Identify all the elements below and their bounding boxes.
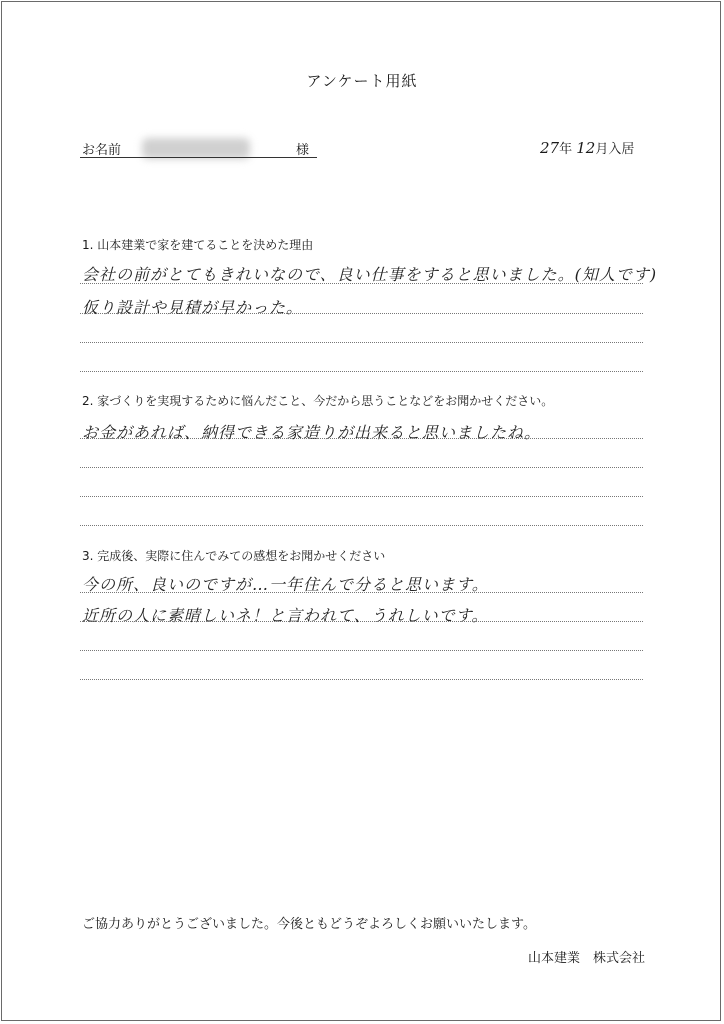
answer-rule [80,283,643,284]
move-in-year-unit: 年 [559,142,573,157]
move-in-year: 27 [540,139,560,157]
move-in-month: 12 [576,139,596,157]
question-2-label: 2. 家づくりを実現するために悩んだこと、今だから思うことなどをお聞かせください。 [82,394,554,408]
move-in-suffix: 月入居 [595,142,635,157]
answer-rule [80,313,643,314]
answer-3-line-1: 今の所、良いのですが…一年住んで分ると思います。 [82,575,489,594]
answer-1-line-1: 会社の前がとてもきれいなので、良い仕事をすると思いました。(知人です) [82,265,658,284]
honorific-label: 様 [296,143,310,158]
answer-rule [80,525,643,526]
answer-rule [80,467,643,468]
name-label: お名前 [82,143,122,158]
question-3-label: 3. 完成後、実際に住んでみての感想をお聞かせください [82,549,386,563]
answer-rule [80,650,643,651]
answer-rule [80,342,643,343]
answer-rule [80,496,643,497]
answer-rule [80,679,643,680]
closing-message: ご協力ありがとうございました。今後ともどうぞよろしくお願いいたします。 [82,917,536,932]
answer-3-line-2: 近所の人に素晴しいネ！と言われて、うれしいです。 [82,606,489,625]
redacted-name [142,138,250,159]
question-1-label: 1. 山本建業で家を建てることを決めた理由 [82,238,314,252]
name-underline [80,157,317,158]
answer-rule [80,438,643,439]
answer-rule [80,621,643,622]
answer-rule [80,371,643,372]
answer-rule [80,592,643,593]
move-in-date [540,138,634,157]
form-title: アンケート用紙 [306,72,418,90]
company-name: 山本建業 株式会社 [528,951,646,966]
answer-1-line-2: 仮り設計や見積が早かった。 [82,298,304,317]
answer-2-line-1: お金があれば、納得できる家造りが出来ると思いましたね。 [82,423,542,442]
